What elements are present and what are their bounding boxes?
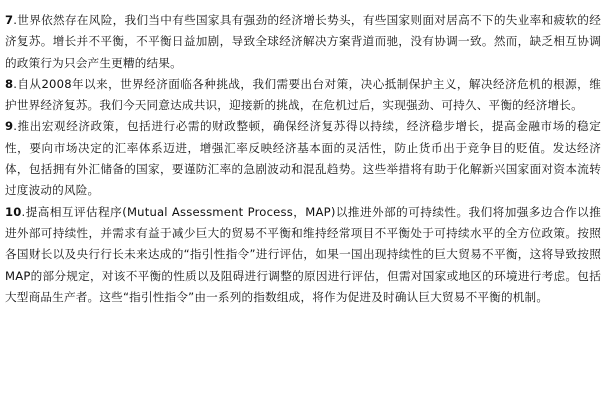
paragraph-number: 8	[5, 76, 14, 91]
paragraph-8: 8.自从2008年以来，世界经济面临各种挑战，我们需要出台对策，决心抵制保护主义，解决经济危机的根源，维护世界经济复苏。我们今天同意达成共识，迎接新的挑战，在危机过后，实现强劲、可持久、平衡的经济增长。	[5, 76, 601, 113]
paragraph-10: 10.提高相互评估程序(Mutual Assessment Process，MAP)以推进外部的可持续性。我们将加强多边合作以推进外部可持续性，并需求有益于减少巨大的贸易不平衡和维持经常项目不平衡处于可持续水平的全方位政策。按照各国财长以及央行行长未来达成的“指引性指令”进行评估，如果一国出现持续性的巨大贸易不平衡，这将导致按照MAP的部分规定，对该不平衡的性质以及阻碍进行调整的原因进行评估，但需对国家或地区的环境进行考虑。包括大型商品生产者。这些“指引性指令”由一系列的指数组成，将作为促进及时确认巨大贸易不平衡的机制。	[5, 204, 602, 304]
paragraph-number: 9	[5, 119, 14, 134]
paragraph-text: 推出宏观经济政策，包括进行必需的财政整顿，确保经济复苏得以持续，经济稳步增长，提高金融市场的稳定性，要向市场决定的汇率体系迈进，增强汇率反映经济基本面的灵活性，防止货币出于竞争目的贬值。发达经济体，包括拥有外汇储备的国家，要谨防汇率的急剧波动和混乱趋势。这些举措将有助于化解新兴国家面对资本流转过度波动的风险。	[5, 119, 601, 198]
paragraph-9: 9.推出宏观经济政策，包括进行必需的财政整顿，确保经济复苏得以持续，经济稳步增长，提高金融市场的稳定性，要向市场决定的汇率体系迈进，增强汇率反映经济基本面的灵活性，防止货币出于竞争目的贬值。发达经济体，包括拥有外汇储备的国家，要谨防汇率的急剧波动和混乱趋势。这些举措将有助于化解新兴国家面对资本流转过度波动的风险。	[5, 119, 601, 198]
paragraph-7: 7.世界依然存在风险，我们当中有些国家具有强劲的经济增长势头，有些国家则面对居高不下的失业率和疲软的经济复苏。增长并不平衡，不平衡日益加剧，导致全球经济解决方案背道而驰，没有协调一致。然而，缺乏相互协调的政策行为只会产生更糟的结果。	[5, 13, 601, 70]
paragraph-text: 提高相互评估程序(Mutual Assessment Process，MAP)以推进外部的可持续性。我们将加强多边合作以推进外部可持续性，并需求有益于减少巨大的贸易不平衡和维持经常项目不平衡处于可持续水平的全方位政策。按照各国财长以及央行行长未来达成的“指引性指令”进行评估，如果一国出现持续性的巨大贸易不平衡，这将导致按照MAP的部分规定，对该不平衡的性质以及阻碍进行调整的原因进行评估，但需对国家或地区的环境进行考虑。包括大型商品生产者。这些“指引性指令”由一系列的指数组成，将作为促进及时确认巨大贸易不平衡的机制。	[5, 204, 602, 304]
paragraph-number: 7	[5, 13, 14, 27]
document-body	[5, 10, 601, 308]
paragraph-text: 自从2008年以来，世界经济面临各种挑战，我们需要出台对策，决心抵制保护主义，解决经济危机的根源，维护世界经济复苏。我们今天同意达成共识，迎接新的挑战，在危机过后，实现强劲、可持久、平衡的经济增长。	[5, 76, 601, 113]
paragraph-number: 10	[5, 204, 22, 219]
paragraph-text: 世界依然存在风险，我们当中有些国家具有强劲的经济增长势头，有些国家则面对居高不下的失业率和疲软的经济复苏。增长并不平衡，不平衡日益加剧，导致全球经济解决方案背道而驰，没有协调一致。然而，缺乏相互协调的政策行为只会产生更糟的结果。	[5, 13, 601, 70]
